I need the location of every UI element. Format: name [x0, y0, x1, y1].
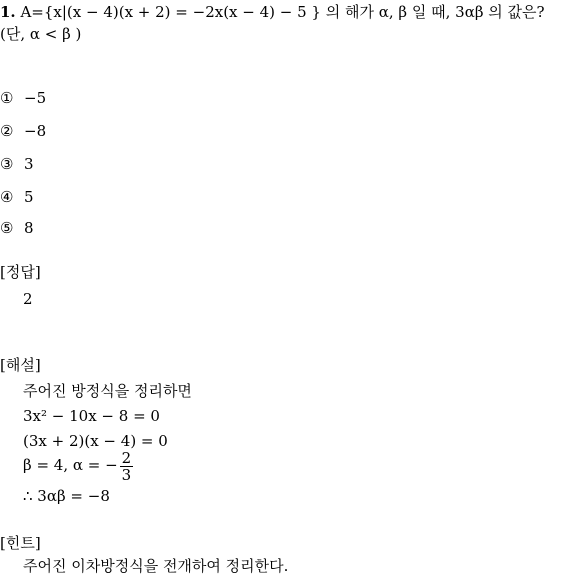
- question-number: 1.: [0, 3, 16, 21]
- answer-label: [정답]: [0, 263, 41, 281]
- explanation-roots-line: [23, 448, 133, 483]
- explanation-conclusion: ∴ 3αβ = −8: [23, 487, 110, 505]
- choice-2[interactable]: [0, 121, 46, 141]
- question-stem-text: A={x|(x − 4)(x + 2) = −2x(x − 4) − 5 } 의 해가 α, β 일 때, 3αβ 의 값은?: [20, 3, 545, 21]
- choice-marker: ①: [0, 89, 14, 107]
- choice-text: −8: [24, 122, 47, 140]
- question-stem-line-2: (단, α < β ): [0, 25, 82, 43]
- choice-marker: ③: [0, 155, 14, 173]
- choice-marker: ②: [0, 122, 14, 140]
- explanation-line-1: 주어진 방정식을 정리하면: [23, 382, 192, 400]
- answer-value: 2: [23, 290, 33, 308]
- choice-text: −5: [24, 89, 47, 107]
- fraction-denominator: 3: [121, 465, 132, 484]
- choice-marker: ⑤: [0, 219, 14, 237]
- roots-text: β = 4, α = −: [23, 456, 118, 474]
- hint-text: 주어진 이차방정식을 전개하여 정리한다.: [23, 557, 289, 575]
- choice-marker: ④: [0, 188, 14, 206]
- choice-5[interactable]: [0, 218, 34, 238]
- explanation-line-3: (3x + 2)(x − 4) = 0: [23, 432, 168, 450]
- choice-text: 8: [24, 219, 34, 237]
- choice-text: 3: [24, 155, 34, 173]
- choice-3[interactable]: [0, 154, 34, 174]
- choice-1[interactable]: [0, 88, 46, 108]
- choice-text: 5: [24, 188, 34, 206]
- question-stem-line-1: [0, 2, 545, 22]
- explanation-line-2: 3x² − 10x − 8 = 0: [23, 407, 160, 425]
- fraction: [120, 450, 134, 483]
- explanation-label: [해설]: [0, 356, 41, 374]
- hint-label: [힌트]: [0, 534, 41, 552]
- fraction-numerator: 2: [121, 448, 132, 467]
- choice-4[interactable]: [0, 187, 34, 207]
